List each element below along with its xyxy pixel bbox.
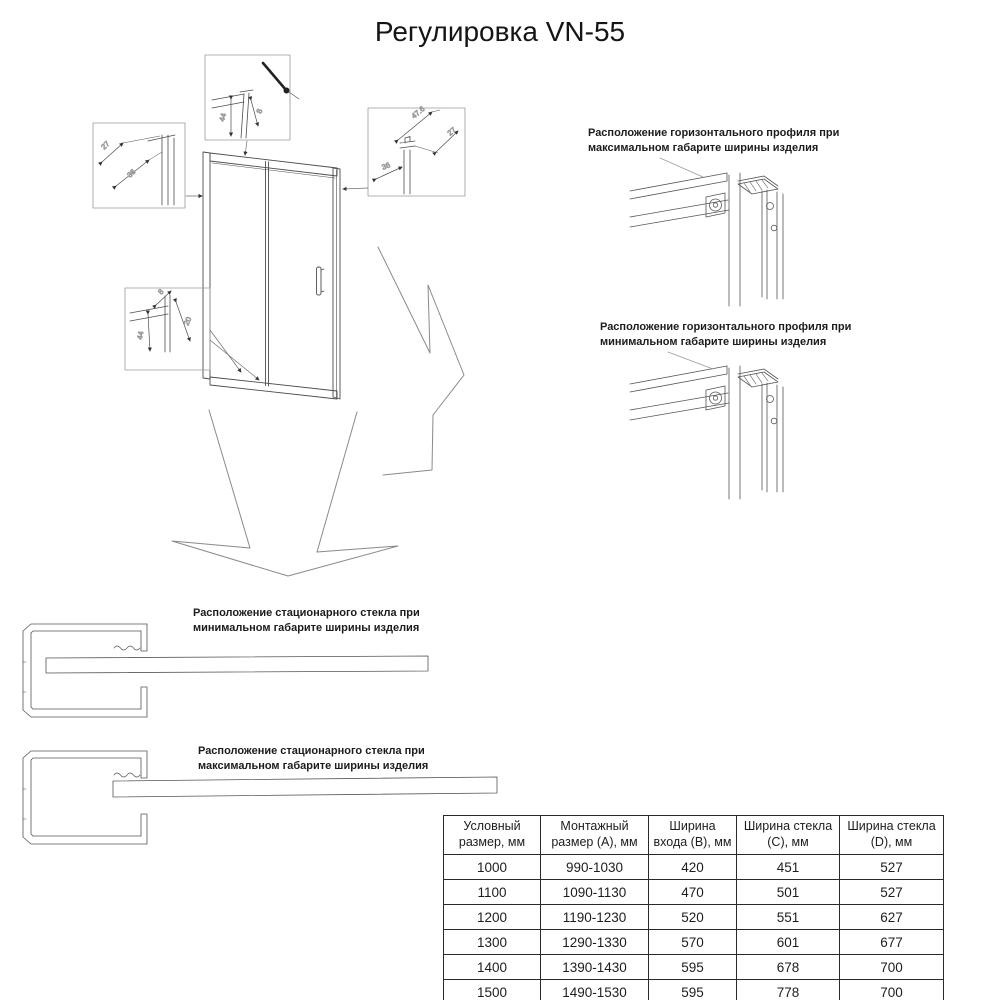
cell-glass-c: 678 xyxy=(737,955,840,980)
cell-entry: 595 xyxy=(649,980,737,1000)
table-row xyxy=(444,880,944,905)
cross-section-min xyxy=(23,624,428,717)
cell-nominal: 1200 xyxy=(444,905,541,930)
dim-label: 27 xyxy=(99,139,112,152)
detail-box-left-profile xyxy=(93,123,202,208)
cell-entry: 420 xyxy=(649,855,737,880)
cell-entry: 470 xyxy=(649,880,737,905)
cell-glass-d: 627 xyxy=(840,905,944,930)
cell-glass-d: 527 xyxy=(840,855,944,880)
glass-panel-max xyxy=(113,777,497,797)
dim-label: 20 xyxy=(181,315,194,327)
dim-label: 44 xyxy=(217,112,229,123)
door-assembly-drawing xyxy=(203,152,340,399)
dim-label: 36 xyxy=(125,167,138,180)
cell-entry: 570 xyxy=(649,930,737,955)
cell-glass-c: 501 xyxy=(737,880,840,905)
annotation-stationary-glass-min xyxy=(193,606,420,635)
annotation-line: Расположение горизонтального профиля при xyxy=(588,127,840,139)
annotation-line: минимальном габарите ширины изделия xyxy=(600,335,827,348)
col-header-glass-d-width: Ширина стекла (D), мм xyxy=(840,816,944,855)
cell-glass-d: 677 xyxy=(840,930,944,955)
cell-mounting: 990-1030 xyxy=(541,855,649,880)
annotation-horizontal-profile-max xyxy=(588,126,839,155)
dim-label: 44 xyxy=(135,330,146,341)
annotation-stationary-glass-max xyxy=(198,744,428,773)
annotation-line: Расположение стационарного стекла при xyxy=(193,607,420,619)
annotation-line: максимальном габарите ширины изделия xyxy=(198,759,429,772)
arrow-down-icon xyxy=(172,410,398,576)
table-row xyxy=(444,955,944,980)
dim-label: 27 xyxy=(445,125,458,138)
cell-glass-c: 601 xyxy=(737,930,840,955)
arrow-right-icon xyxy=(378,247,464,475)
col-header-glass-c-width: Ширина стекла (C), мм xyxy=(737,816,840,855)
corner-joint-drawing-max xyxy=(630,173,783,306)
detail-box-middle-profile xyxy=(343,104,465,196)
cell-glass-d: 527 xyxy=(840,880,944,905)
dim-label: 36 xyxy=(380,160,392,172)
cell-entry: 520 xyxy=(649,905,737,930)
leader-line xyxy=(660,158,703,177)
cell-glass-c: 778 xyxy=(737,980,840,1000)
cell-nominal: 1300 xyxy=(444,930,541,955)
cell-mounting: 1190-1230 xyxy=(541,905,649,930)
cell-mounting: 1090-1130 xyxy=(541,880,649,905)
cell-entry: 595 xyxy=(649,955,737,980)
cell-glass-d: 700 xyxy=(840,955,944,980)
cell-glass-c: 451 xyxy=(737,855,840,880)
cell-mounting: 1390-1430 xyxy=(541,955,649,980)
table-row xyxy=(444,980,944,1000)
col-header-entry-width: Ширина входа (B), мм xyxy=(649,816,737,855)
cell-nominal: 1500 xyxy=(444,980,541,1000)
annotation-line: Расположение горизонтального профиля при xyxy=(600,321,852,333)
col-header-nominal-size: Условный размер, мм xyxy=(444,816,541,855)
annotation-line: максимальном габарите ширины изделия xyxy=(588,141,819,154)
leader-line xyxy=(668,352,713,369)
table-row xyxy=(444,930,944,955)
corner-joint-drawing-min xyxy=(630,366,783,499)
glass-panel-min xyxy=(46,656,428,673)
dimensions-table xyxy=(443,815,944,1000)
annotation-horizontal-profile-min xyxy=(600,320,851,349)
door-handle xyxy=(317,267,325,295)
detail-box-bottom-profile xyxy=(125,287,259,380)
cell-nominal: 1400 xyxy=(444,955,541,980)
col-header-mounting-size: Монтажный размер (A), мм xyxy=(541,816,649,855)
cell-nominal: 1100 xyxy=(444,880,541,905)
table-row xyxy=(444,905,944,930)
cell-glass-c: 551 xyxy=(737,905,840,930)
annotation-line: Расположение стационарного стекла при xyxy=(198,745,425,757)
dim-label: 8 xyxy=(156,287,166,297)
dim-label: 8 xyxy=(254,107,265,115)
cell-glass-d: 700 xyxy=(840,980,944,1000)
dim-label: 47.6 xyxy=(409,104,427,121)
table-header-row xyxy=(444,816,944,855)
cell-mounting: 1490-1530 xyxy=(541,980,649,1000)
table-row xyxy=(444,855,944,880)
page-title: Регулировка VN-55 xyxy=(374,16,626,47)
cell-mounting: 1290-1330 xyxy=(541,930,649,955)
detail-box-top-profile xyxy=(205,55,299,155)
annotation-line: минимальном габарите ширины изделия xyxy=(193,621,420,634)
cell-nominal: 1000 xyxy=(444,855,541,880)
